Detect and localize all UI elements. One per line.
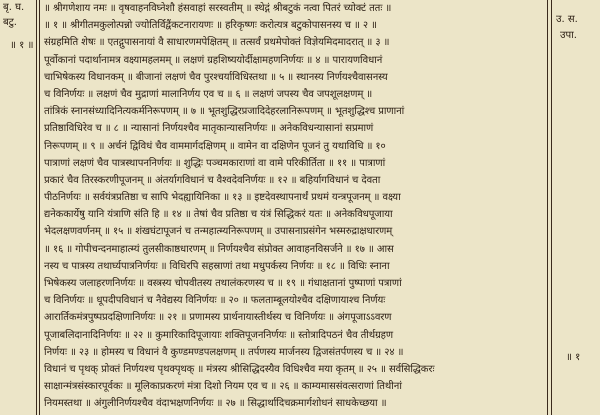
text-line: संग्रहमिति शेषः ॥ एतद्गुपासनायां वै साधारणमपेक्षितम् ॥ तत्सर्वं प्रथमेपोक्तं विज्ञेयमिदमादरात् ॥ ३ ॥ xyxy=(44,37,390,49)
margin-subtitle: बटु. xyxy=(3,17,17,28)
folio-number: ॥ १ ॥ xyxy=(10,40,34,51)
text-line: नस्य च पात्रस्य तथार्घ्यपात्रनिर्णयः ॥ विधिरपि सहस्राणां तथा मधुपर्कस्य निर्णयः ॥ १८ ॥ विधिः स्नाना xyxy=(44,260,390,272)
right-margin xyxy=(542,0,600,415)
text-line: च विनिर्णयः ॥ धूपदीपविधानं च नैवेद्यस्य विनिर्णयः ॥ २० ॥ फलताम्बूलयोश्चैव दक्षिणायाश्च निर्णयः xyxy=(44,295,386,307)
text-line: विधानं च पृथक् प्रोक्तं निर्णयश्च पृथक्पृथक् ॥ मंत्रस्य श्रीसिद्धिदस्यैव विधिश्चैव मया कृतम् ॥ २५ ॥ सर्वसिद्धिकरः xyxy=(44,363,435,375)
left-rule-inner xyxy=(39,0,40,415)
main-text xyxy=(44,0,544,415)
text-line: साक्षान्मंत्रसंस्कारपूर्वकः ॥ मूलिकाप्रकरणं मंत्रा दिशो नियम एव च ॥ २६ ॥ काम्यमाससंवत्सराणां तिथीनां xyxy=(44,381,402,393)
margin-title: बृ. घ. xyxy=(3,2,25,13)
text-line: पात्राणां लक्षणं चैव पात्रस्थापननिर्णयः ॥ शुद्धिः पञ्चमकाराणां वा वामे परिकीर्तिता ॥ ११ ॥ पात्राणां xyxy=(44,157,386,169)
text-line: नियमस्तथा ॥ अंगुलीनिर्णयश्चैव वंदाभक्षणनिर्णयः ॥ २७ ॥ सिद्धार्थादिचक्रमार्गशोधनं साधकेच्छया ॥ xyxy=(44,398,387,410)
text-line: भिषेकस्य जलाहरणनिर्णयः ॥ वस्त्रस्य चोपवीतस्य तथालंकरणस्य च ॥ १९ ॥ गंधाक्षतानां पुष्पाणां पत्राणां xyxy=(44,278,402,289)
text-line: आरार्तिकमंत्रपुष्पप्रदक्षिणानिर्णयः ॥ २१ ॥ प्रणामस्य प्रार्थनायास्तीर्थस्य च विनिर्णयः ॥ अंगपूजाऽऽवरण xyxy=(44,312,392,324)
text-line: भेदलक्षणवर्णनम् ॥ १५ ॥ शंखघंटापूजनं च तन्महात्म्यनिरूपणम् ॥ उपासनाप्रसंगेन भस्मरुद्राक्षधारणम् xyxy=(44,226,393,238)
folio-number: ॥ १ xyxy=(566,352,581,363)
margin-title: उ. स. xyxy=(556,14,578,25)
text-line: ॥ १ ॥ श्रीगीतमकुलोत्पन्नो ज्योतिर्विद्वैंकटनारायणः ॥ हरिकृष्णः करोत्यत्र बटुकोपासनस्य च ॥ २ ॥ xyxy=(44,20,377,32)
margin-subtitle: उपा. xyxy=(560,30,577,41)
left-rule-outer xyxy=(36,0,37,415)
text-line: प्रकारं चैव तिरस्करणीपूजनम् ॥ अंतर्यागविधानं च वैश्वदेवनिर्णयः ॥ १२ ॥ बहिर्यागविधानं च देवता xyxy=(44,174,381,186)
text-line: ॥ १६ ॥ गोपीचन्दनमाहात्म्यं तुलसीकाष्ठधारणम् ॥ निर्णयश्चैव संप्रोक्त आवाहनविसर्जने ॥ १७ ॥ आस xyxy=(44,243,394,255)
text-line: ॥ श्रीगणेशाय नमः ॥ वृषवाहनविघ्नेशौ हंसवाहां सरस्वतीम् ॥ स्थेद्गं श्रीबटुकं नत्वा पितरं च्योक्टं ततः ॥ xyxy=(44,3,392,14)
text-line: पूजाबलिदानादिनिर्णयः ॥ २२ ॥ कुमारिकादिपूजायाः शक्तिपूजननिर्णयः ॥ स्तोत्रादिपठनं चैव तीर्थग्रहण xyxy=(44,329,393,341)
text-line: चाभिषेकस्य विधानकम् ॥ बीजानां लक्षणं चैव पुरश्चर्याविधिस्तथा ॥ ५ ॥ स्थानस्य निर्णयश्चैवासनस्य xyxy=(44,71,388,83)
text-line: निरूपणम् ॥ ९ ॥ अर्चनं द्विविधं चैव वाममार्गदक्षिणम् ॥ वामेन वा दक्षिणेन पूजनं तु यथाविधि ॥ १० xyxy=(44,140,386,152)
text-line: च विनिर्णयः ॥ लक्षणं चैव मुद्राणां मालानिर्णय एव च ॥ ६ ॥ लक्षणं जपस्य चैव जपशूलक्षणम् ॥ xyxy=(44,88,373,100)
text-line: निर्णयः ॥ २३ ॥ होमस्य च विधानं वै कुण्डमण्डपलक्षणम् ॥ तर्पणस्य मार्जनस्य द्विजसंतर्पणस्य च ॥ २४ ॥ xyxy=(44,346,404,358)
text-line: पूर्वोकानां पदार्थानामत्र वक्ष्यामहलमम् ॥ लक्षणं ग्रहशिष्ययोर्दीक्षामहणनिर्णयः ॥ ४ ॥ पारायणविधानं xyxy=(44,54,383,66)
text-line: तांत्रिकं स्नानसंध्यादिनित्यकर्मनिरूपणम् ॥ ७ ॥ भूतशुद्धिरप्रजादिदेहरलानिरूपणम् ॥ भूतशुद्धिश्च प्राणानां xyxy=(44,106,405,118)
text-line: पीठनिर्णयः ॥ सर्वयंत्रप्रतिष्ठा च सापि भेदह्यायिनिका ॥ १३ ॥ इष्टदेवस्थापनार्थं प्रथमं यन्त्रपूजनम् ॥ वक्ष्या xyxy=(44,192,401,204)
text-line: द्यनेककार्येषु यानि यंत्राणि संति हि ॥ १४ ॥ तेषां चैव प्रतिष्ठा च यंत्रं सिद्धिकरं यतः ॥ अनेकविधपूजाया xyxy=(44,209,393,221)
text-line: प्रतिष्ठाविधिरेव च ॥ ८ ॥ न्यासानां निर्णयश्चैव मातृकान्यासनिर्णयः ॥ अनेकविधन्यासानां सप्रमाणं xyxy=(44,123,374,135)
